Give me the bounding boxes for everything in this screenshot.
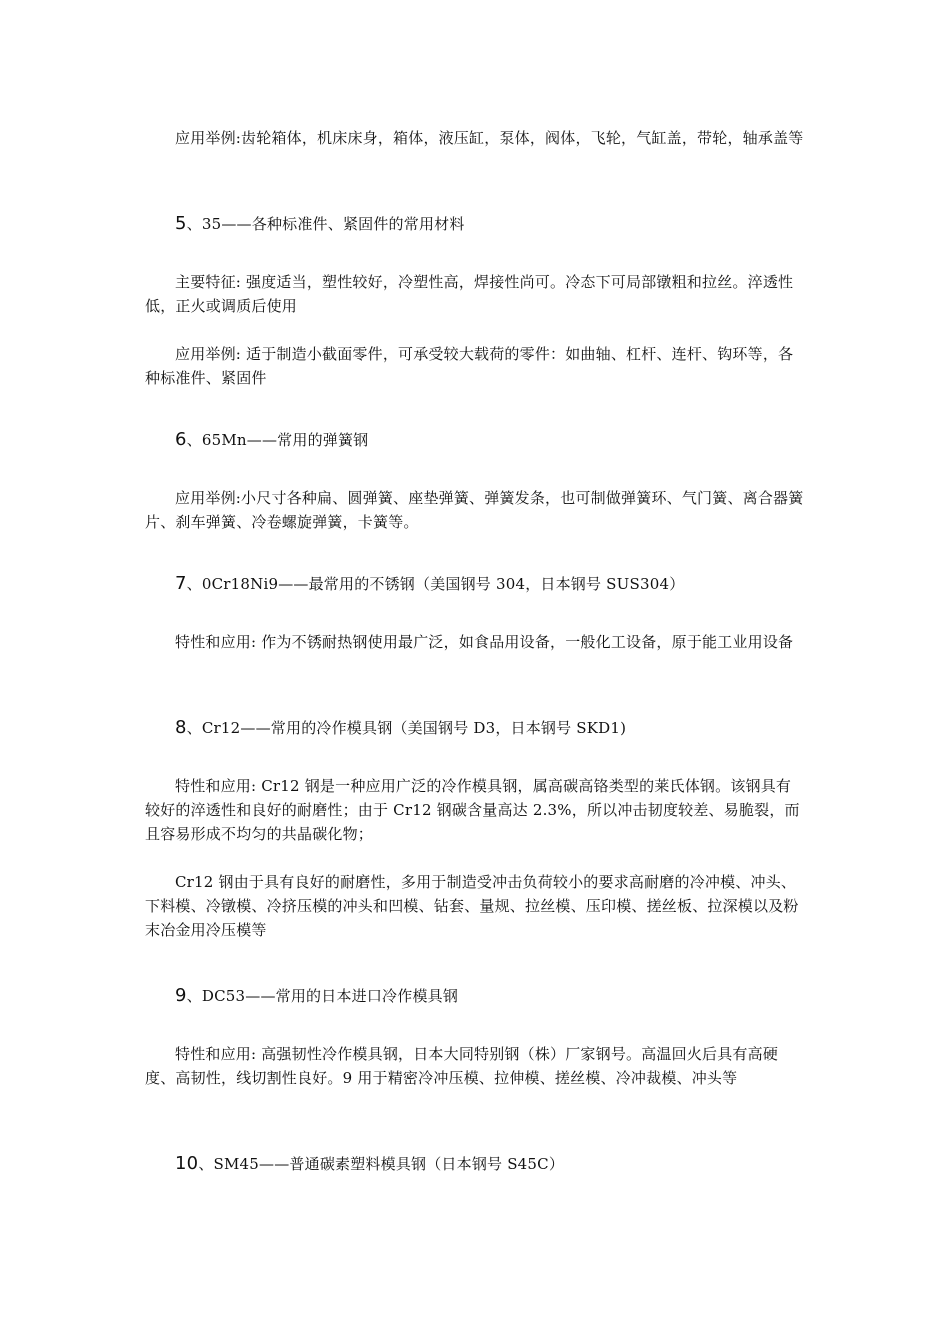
paragraph-main-features-35: 主要特征: 强度适当，塑性较好，冷塑性高，焊接性尚可。冷态下可局部镦粗和拉丝。淬透性低，正火或调质后使用 xyxy=(145,273,794,315)
heading-number: 6 xyxy=(175,429,187,450)
paragraph-properties-0cr18ni9: 特性和应用: 作为不锈耐热钢使用最广泛，如食品用设备，一般化工设备，原于能工业用设备 xyxy=(175,633,794,651)
heading-number: 9 xyxy=(175,985,187,1006)
heading-item-10 xyxy=(145,1152,835,1176)
heading-item-5 xyxy=(145,212,835,236)
heading-text: 、35——各种标准件、紧固件的常用材料 xyxy=(186,215,465,233)
heading-text: 、DC53——常用的日本进口冷作模具钢 xyxy=(186,987,459,1005)
paragraph-application-examples-35: 应用举例: 适于制造小截面零件，可承受较大载荷的零件：如曲轴、杠杆、连杆、钩环等，各种标准件、紧固件 xyxy=(145,345,794,387)
paragraph-application-examples-cast-iron: 应用举例:齿轮箱体，机床床身，箱体，液压缸，泵体，阀体，飞轮，气缸盖，带轮，轴承盖等 xyxy=(175,129,804,147)
paragraph-uses-cr12: Cr12 钢由于具有良好的耐磨性，多用于制造受冲击负荷较小的要求高耐磨的冷冲模、冲头、下料模、冷镦模、冷挤压模的冲头和凹模、钻套、量规、拉丝模、压印模、搓丝板、拉深模以及粉末冶金用冷压模等 xyxy=(145,873,799,939)
heading-text: 、Cr12——常用的冷作模具钢（美国钢号 D3，日本钢号 SKD1) xyxy=(186,719,627,737)
heading-text: 、0Cr18Ni9——最常用的不锈钢（美国钢号 304，日本钢号 SUS304） xyxy=(186,575,685,593)
heading-item-7 xyxy=(145,572,835,596)
paragraph-properties-dc53: 特性和应用: 高强韧性冷作模具钢，日本大同特别钢（株）厂家钢号。高温回火后具有高硬度、高韧性，线切割性良好。9 用于精密冷冲压模、拉伸模、搓丝模、冷冲裁模、冲头等 xyxy=(145,1045,779,1087)
heading-number: 7 xyxy=(175,573,187,594)
heading-number: 8 xyxy=(175,717,187,738)
heading-item-9 xyxy=(145,984,835,1008)
heading-text: 、65Mn——常用的弹簧钢 xyxy=(186,431,369,449)
heading-number: 10 xyxy=(175,1153,199,1174)
paragraph-application-examples-65mn: 应用举例:小尺寸各种扁、圆弹簧、座垫弹簧、弹簧发条，也可制做弹簧环、气门簧、离合器簧片、刹车弹簧、冷卷螺旋弹簧，卡簧等。 xyxy=(145,489,804,531)
heading-text: 、SM45——普通碳素塑料模具钢（日本钢号 S45C） xyxy=(198,1155,565,1173)
heading-number: 5 xyxy=(175,213,187,234)
paragraph-properties-cr12: 特性和应用: Cr12 钢是一种应用广泛的冷作模具钢，属高碳高铬类型的莱氏体钢。该钢具有较好的淬透性和良好的耐磨性；由于 Cr12 钢碳含量高达 2.3%，所以冲击韧度较差、易脆裂，而且容易形成不均匀的共晶碳化物； xyxy=(145,777,800,843)
heading-item-6 xyxy=(145,428,835,452)
heading-item-8 xyxy=(145,716,835,740)
